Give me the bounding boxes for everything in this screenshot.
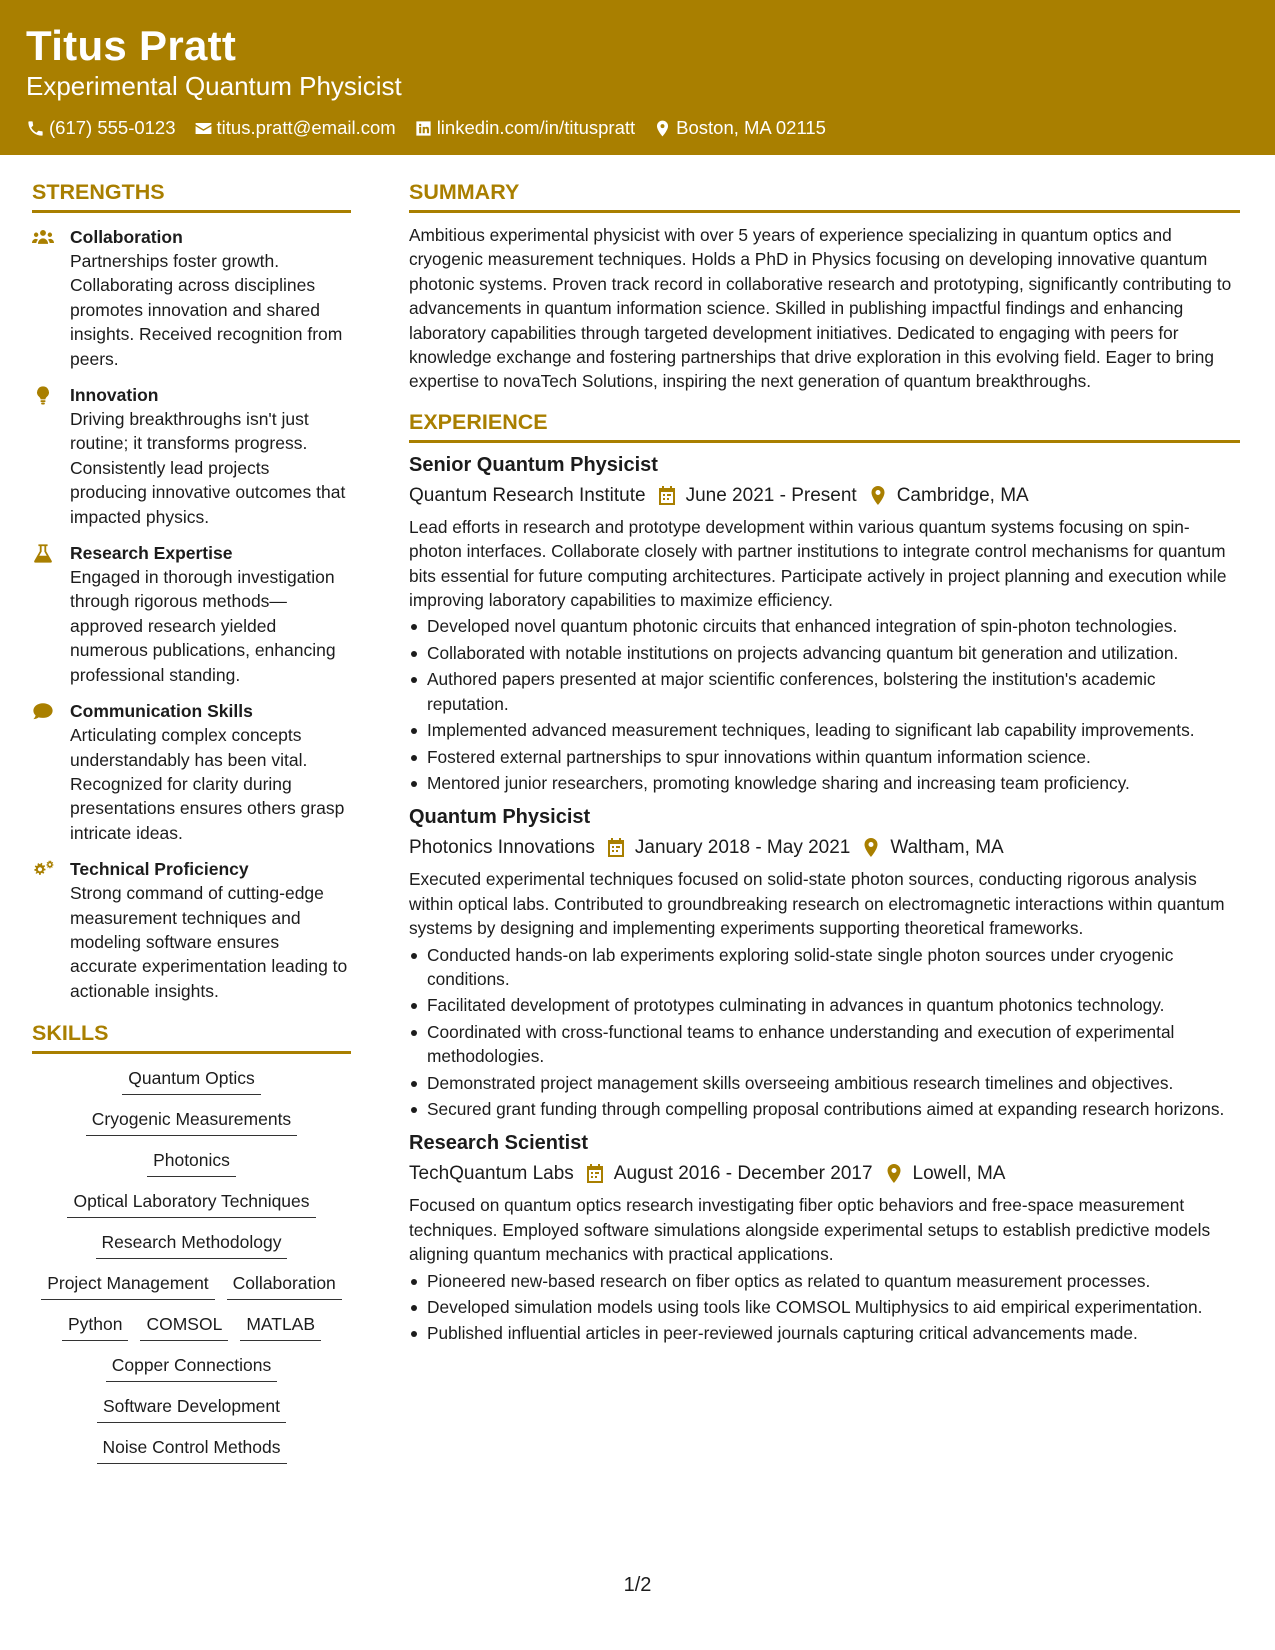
job-location: Lowell, MA bbox=[912, 1163, 1006, 1185]
strength-title: Communication Skills bbox=[70, 701, 253, 722]
bullet-item: Developed novel quantum photonic circuits that enhanced integration of spin-photon technologies. bbox=[409, 614, 1240, 638]
job-location: Cambridge, MA bbox=[896, 484, 1029, 506]
bullet-item: Mentored junior researchers, promoting knowledge sharing and increasing team proficiency. bbox=[409, 771, 1240, 795]
bullet-item: Secured grant funding through compelling proposal contributions aimed at expanding research horizons. bbox=[409, 1097, 1240, 1121]
right-column bbox=[409, 178, 1240, 1348]
job-entry bbox=[409, 803, 1240, 1121]
job-meta bbox=[409, 482, 1240, 509]
bullet-item: Pioneered new-based research on fiber optics as related to quantum measurement processes. bbox=[409, 1269, 1240, 1293]
skill-tag: Noise Control Methods bbox=[97, 1435, 287, 1464]
job-dates: August 2016 - December 2017 bbox=[613, 1163, 873, 1185]
job-dates: June 2021 - Present bbox=[685, 484, 857, 506]
job-description: Focused on quantum optics research investigating fiber optic behaviors and free-space measurement techniques. Employed software simulations alongside experimental setups to establish predictive models aligning quantum mechanics with practical applications. bbox=[409, 1195, 1211, 1265]
strength-item bbox=[32, 699, 351, 845]
strength-item bbox=[32, 541, 351, 687]
location-text: Boston, MA 02115 bbox=[676, 117, 826, 138]
phone-icon bbox=[26, 119, 45, 138]
job-location: Waltham, MA bbox=[890, 837, 1004, 859]
experience-section bbox=[409, 408, 1240, 1346]
strength-desc: Strong command of cutting-edge measurement techniques and modeling software ensures accurate experimentation leading to actionable insights. bbox=[70, 883, 348, 1001]
strength-title: Research Expertise bbox=[70, 543, 233, 564]
strength-desc: Articulating complex concepts understandably has been vital. Recognized for clarity during presentations ensures others grasp intricate ideas. bbox=[70, 725, 345, 843]
email-text: titus.pratt@email.com bbox=[216, 117, 396, 138]
left-column bbox=[32, 178, 351, 1476]
users-icon bbox=[32, 228, 54, 247]
page-number: 1/2 bbox=[623, 1574, 652, 1596]
job-dates: January 2018 - May 2021 bbox=[634, 837, 851, 859]
job-bullets bbox=[409, 943, 1240, 1122]
skill-tag: Photonics bbox=[147, 1148, 236, 1177]
experience-heading: EXPERIENCE bbox=[409, 408, 1240, 443]
contact-bar bbox=[26, 116, 1275, 140]
skills-list bbox=[32, 1066, 351, 1476]
strength-desc: Driving breakthroughs isn't just routine; it transforms progress. Consistently lead projects producing innovative outcomes that impacted physics. bbox=[70, 409, 346, 527]
job-entry bbox=[409, 1129, 1240, 1345]
skill-tag: Optical Laboratory Techniques bbox=[67, 1189, 315, 1218]
skill-tag: Copper Connections bbox=[106, 1353, 278, 1382]
strength-item bbox=[32, 857, 351, 1003]
job-company: Quantum Research Institute bbox=[409, 484, 646, 506]
job-role: Research Scientist bbox=[409, 1132, 588, 1155]
map-pin-icon bbox=[869, 486, 887, 505]
map-pin-icon bbox=[862, 838, 880, 857]
job-role: Senior Quantum Physicist bbox=[409, 453, 658, 476]
summary-heading: SUMMARY bbox=[409, 178, 1240, 213]
strength-item bbox=[32, 383, 351, 529]
bullet-item: Collaborated with notable institutions on projects advancing quantum bit generation and utilization. bbox=[409, 641, 1240, 665]
skill-tag: Research Methodology bbox=[96, 1230, 288, 1259]
skill-tag: Quantum Optics bbox=[122, 1066, 260, 1095]
skill-tag: MATLAB bbox=[240, 1312, 321, 1341]
job-company: TechQuantum Labs bbox=[409, 1163, 574, 1185]
job-company: Photonics Innovations bbox=[409, 837, 595, 859]
strengths-heading: STRENGTHS bbox=[32, 178, 351, 213]
envelope-icon bbox=[194, 119, 213, 138]
skill-tag: Software Development bbox=[97, 1394, 286, 1423]
candidate-name: Titus Pratt bbox=[26, 22, 237, 69]
strength-desc: Engaged in thorough investigation through rigorous methods—approved research yielded numerous publications, enhancing professional standing. bbox=[70, 567, 336, 685]
map-pin-icon bbox=[653, 119, 672, 138]
skills-section bbox=[32, 1019, 351, 1476]
job-description: Executed experimental techniques focused on solid-state photon sources, conducting rigorous analysis within optical labs. Contributed to groundbreaking research on electromagnetic interactions within quantum systems by designing and implementing experiments supporting theoretical frameworks. bbox=[409, 869, 1225, 939]
job-meta bbox=[409, 1160, 1240, 1187]
strength-item bbox=[32, 225, 351, 371]
bullet-item: Facilitated development of prototypes culminating in advances in quantum photonics technology. bbox=[409, 993, 1240, 1017]
linkedin-text: linkedin.com/in/tituspratt bbox=[436, 117, 636, 138]
skill-tag: Project Management bbox=[41, 1271, 214, 1300]
resume-header bbox=[0, 0, 1275, 155]
contact-location bbox=[653, 116, 826, 140]
contact-phone[interactable] bbox=[26, 116, 176, 140]
skill-tag: COMSOL bbox=[140, 1312, 228, 1341]
skills-heading: SKILLS bbox=[32, 1019, 351, 1054]
flask-icon bbox=[32, 544, 54, 563]
job-meta bbox=[409, 834, 1240, 861]
comment-icon bbox=[32, 702, 54, 721]
bullet-item: Demonstrated project management skills overseeing ambitious research timelines and objectives. bbox=[409, 1071, 1240, 1095]
bullet-item: Authored papers presented at major scientific conferences, bolstering the institution's academic reputation. bbox=[409, 667, 1240, 716]
phone-text: (617) 555-0123 bbox=[49, 117, 176, 138]
strength-title: Technical Proficiency bbox=[70, 859, 249, 880]
summary-text: Ambitious experimental physicist with over 5 years of experience specializing in quantum optics and cryogenic measurement techniques. Holds a PhD in Physics focusing on developing innovative quantum photonic systems. Proven track record in collaborative research and prototyping, significantly contributing to advancements in quantum information science. Skilled in publishing impactful findings and enhancing laboratory capabilities through targeted development initiatives. Dedicated to engaging with peers for knowledge exchange and fostering partnerships that drive exploration in this evolving field. Eager to bring expertise to novaTech Solutions, inspiring the next generation of quantum breakthroughs. bbox=[409, 225, 1232, 392]
bullet-item: Published influential articles in peer-reviewed journals capturing critical advancements made. bbox=[409, 1321, 1240, 1345]
strength-title: Collaboration bbox=[70, 227, 183, 247]
skill-tag: Cryogenic Measurements bbox=[86, 1107, 297, 1136]
strength-title: Innovation bbox=[70, 385, 159, 406]
job-bullets bbox=[409, 1269, 1240, 1346]
job-entry bbox=[409, 451, 1240, 795]
linkedin-icon bbox=[414, 119, 433, 138]
job-description: Lead efforts in research and prototype development within various quantum systems focusing on spin-photon interfaces. Collaborate closely with partner institutions to integrate control mechanisms for quantum bits essential for future computing architectures. Participate actively in project planning and execution while improving laboratory capabilities to maximize efficiency. bbox=[409, 516, 1227, 611]
calendar-icon bbox=[658, 486, 676, 505]
skill-tag: Collaboration bbox=[227, 1271, 342, 1300]
bullet-item: Fostered external partnerships to spur innovations within quantum information science. bbox=[409, 745, 1240, 769]
job-bullets bbox=[409, 614, 1240, 795]
bullet-item: Coordinated with cross-functional teams to enhance understanding and execution of experimental methodologies. bbox=[409, 1020, 1240, 1069]
gears-icon bbox=[32, 860, 54, 879]
calendar-icon bbox=[586, 1164, 604, 1183]
map-pin-icon bbox=[885, 1164, 903, 1183]
skill-tag: Python bbox=[62, 1312, 128, 1341]
bullet-item: Implemented advanced measurement techniques, leading to significant lab capability improvements. bbox=[409, 718, 1240, 742]
bullet-item: Conducted hands-on lab experiments exploring solid-state single photon sources under cryogenic conditions. bbox=[409, 943, 1240, 992]
calendar-icon bbox=[607, 838, 625, 857]
contact-email[interactable] bbox=[194, 116, 396, 140]
lightbulb-icon bbox=[32, 386, 54, 405]
bullet-item: Developed simulation models using tools like COMSOL Multiphysics to aid empirical experimentation. bbox=[409, 1295, 1240, 1319]
job-role: Quantum Physicist bbox=[409, 806, 591, 829]
strength-desc: Partnerships foster growth. Collaborating across disciplines promotes innovation and shared insights. Received recognition from peers. bbox=[70, 251, 343, 369]
candidate-title: Experimental Quantum Physicist bbox=[26, 71, 402, 101]
contact-linkedin[interactable] bbox=[414, 116, 635, 140]
